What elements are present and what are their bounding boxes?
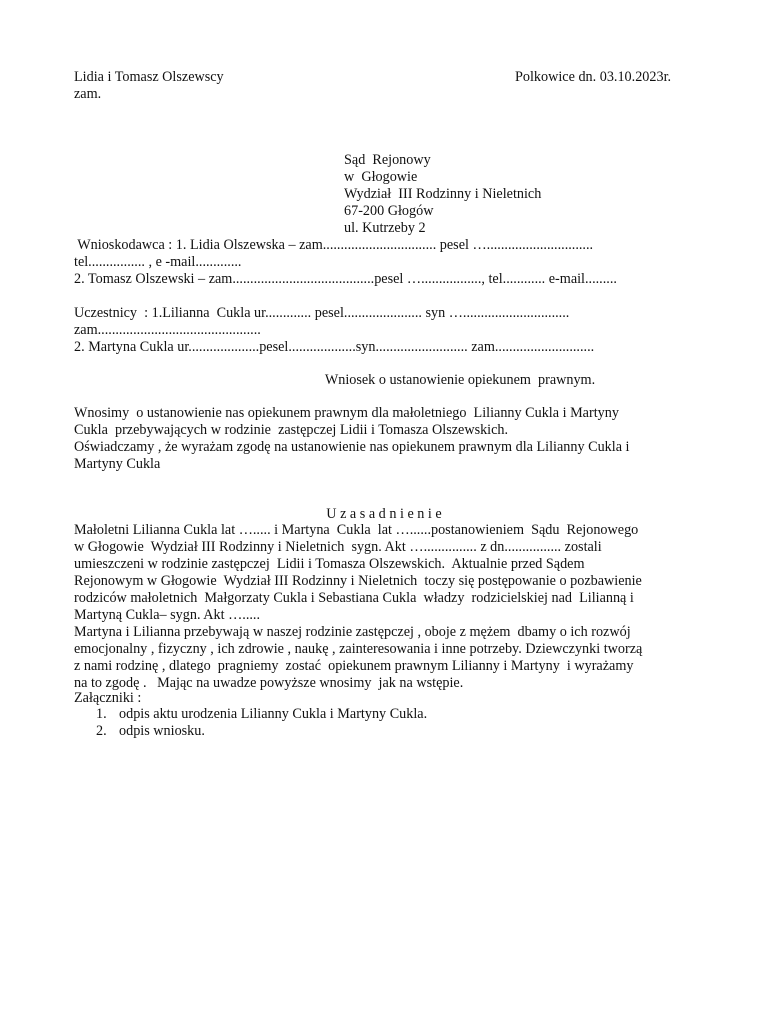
attachment-item — [96, 706, 427, 723]
justification-line: w Głogowie Wydział III Rodzinny i Nieletnich sygn. Akt …............... z dn................ zostali — [74, 539, 602, 555]
justification-line: z nami rodzinę , dlatego pragniemy zostać opiekunem prawnym Lilianny i Martyny i wyrażamy — [74, 658, 634, 674]
applicants-block — [74, 237, 696, 288]
attachment-text: odpis aktu urodzenia Lilianny Cukla i Martyny Cukla. — [119, 706, 428, 722]
court-line: ul. Kutrzeby 2 — [344, 220, 426, 236]
sender-names: Lidia i Tomasz Olszewscy — [74, 69, 224, 85]
document-title: Wniosek o ustanowienie opiekunem prawnym. — [324, 372, 596, 388]
court-line: Sąd Rejonowy — [344, 152, 431, 168]
justification-line: umieszczeni w rodzinie zastępczej Lidii i Tomasza Olszewskich. Aktualnie przed Sądem — [74, 556, 585, 572]
request-line: Oświadczamy , że wyrażam zgodę na ustanowienie nas opiekunem prawnym dla Lilianny Cukla i — [74, 439, 630, 455]
justification-line: rodziców małoletnich Małgorzaty Cukla i Sebastiana Cukla władzy rodzicielskiej nad Lilianną i — [74, 590, 634, 606]
applicant-line: 2. Tomasz Olszewski – zam........................................pesel …................., tel............ e-mail......... — [74, 271, 617, 287]
justification-line: Małoletni Lilianna Cukla lat …..... i Martyna Cukla lat …......postanowieniem Sądu Rejonowego — [74, 522, 639, 538]
justification-line: Martyna i Lilianna przebywają w naszej rodzinie zastępczej , oboje z mężem dbamy o ich rozwój — [74, 624, 631, 640]
justification-line: Martyną Cukla– sygn. Akt …..... — [74, 607, 261, 623]
place-and-date: Polkowice dn. 03.10.2023r. — [515, 69, 672, 85]
participants-block — [74, 305, 696, 356]
request-line: Cukla przebywających w rodzinie zastępczej Lidii i Tomasza Olszewskich. — [74, 422, 509, 438]
participant-line: 2. Martyna Cukla ur....................pesel...................syn.......................... zam............................ — [74, 339, 595, 355]
attachments-list — [96, 706, 427, 740]
applicant-line: Wnioskodawca : 1. Lidia Olszewska – zam................................ pesel ….............................. — [74, 237, 594, 253]
court-line: 67-200 Głogów — [344, 203, 434, 219]
justification-line: na to zgodę . Mając na uwadze powyższe wnosimy jak na wstępie. — [74, 675, 464, 691]
justification-title: U z a s a d n i e n i e — [326, 506, 442, 522]
court-address-block — [344, 152, 684, 237]
justification-paragraph — [74, 522, 696, 692]
applicant-line: tel................ , e -mail............. — [74, 254, 242, 270]
request-line: Wnosimy o ustanowienie nas opiekunem prawnym dla małoletniego Lilianny Cukla i Martyny — [74, 405, 619, 421]
attachments-title: Załączniki : — [74, 690, 142, 706]
request-line: Martyny Cukla — [74, 456, 161, 472]
court-line: Wydział III Rodzinny i Nieletnich — [344, 186, 542, 202]
attachment-text: odpis wniosku. — [119, 723, 205, 739]
attachment-item — [96, 723, 427, 740]
attachment-number: 2. — [96, 723, 107, 739]
justification-line: Rejonowym w Głogowie Wydział III Rodzinny i Nieletnich toczy się postępowanie o pozbawienie — [74, 573, 642, 589]
justification-line: emocjonalny , fizyczny , ich zdrowie , naukę , zainteresowania i inne potrzeby. Dziewczynki tworzą — [74, 641, 643, 657]
sender-address: zam. — [74, 86, 102, 102]
court-line: w Głogowie — [344, 169, 418, 185]
participant-line: Uczestnicy : 1.Lilianna Cukla ur............. pesel...................... syn ….............................. — [74, 305, 570, 321]
participant-line: zam.............................................. — [74, 322, 261, 338]
attachment-number: 1. — [96, 706, 107, 722]
request-paragraph — [74, 405, 696, 473]
